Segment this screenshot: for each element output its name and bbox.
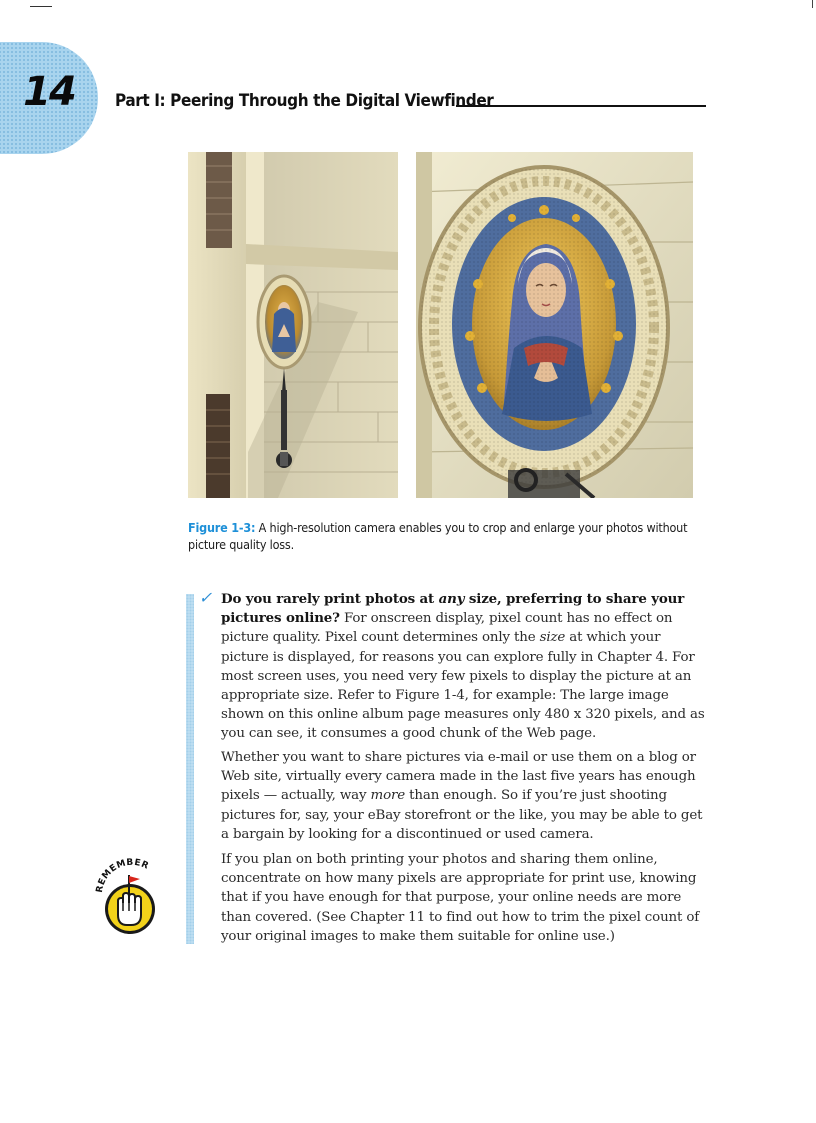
paragraph-web-sharing: Whether you want to share pictures via e-mail or use them on a blog or Web site, virtually every camera made in the last five years has enough pixels — actually, way more than enough. So if you’re just shooting pictures for, say, your eBay storefront or the like, you may be able to get a bargain by looking for a discontinued or used camera. xyxy=(221,750,703,842)
checkmark-bullet-icon: ✓ xyxy=(197,588,216,607)
remember-label: REMEMBER xyxy=(94,857,151,894)
paragraph-remember-tip: If you plan on both printing your photos and sharing them online, concentrate on how many pixels are appropriate for print use, knowing that if you have enough for that purpose, your online needs are more than covered. (See Chapter 11 to find out how to trim the pixel count of your original images to make them suitable for online use.) xyxy=(221,852,700,944)
running-head: Part I: Peering Through the Digital Viewfinder xyxy=(115,91,494,111)
running-head-rule xyxy=(456,105,706,107)
page-number: 14 xyxy=(23,69,75,115)
bullet-lead-in: Do you rarely print photos at any size, preferring to share your pictures online? xyxy=(221,591,685,627)
figure-photo-full-view xyxy=(188,152,398,498)
bullet-item-online-sharing: Do you rarely print photos at any size, preferring to share your pictures online? For onscreen display, pixel count has no effect on picture quality. Pixel count determines only the size at which your picture is displayed, for reasons you can explore fully in Chapter 4. For most screen uses, you need very few pixels to display the picture at an appropriate size. Refer to Figure 1-4, for example: The large image shown on this online album page measures only 480 x 320 pixels, and as you can see, it consumes a good chunk of the Web page. xyxy=(221,591,705,742)
figure-caption-text: A high-resolution camera enables you to crop and enlarge your photos without picture quality loss. xyxy=(188,520,688,552)
crop-mark-top-left xyxy=(30,6,52,7)
crop-mark-top-right xyxy=(812,0,813,8)
remember-hand-icon xyxy=(92,855,176,939)
figure-label: Figure 1-3: xyxy=(188,520,256,535)
figure-photo-cropped-closeup xyxy=(416,152,693,498)
figure-caption xyxy=(188,519,698,553)
bullet-list-margin-bar xyxy=(186,594,194,944)
